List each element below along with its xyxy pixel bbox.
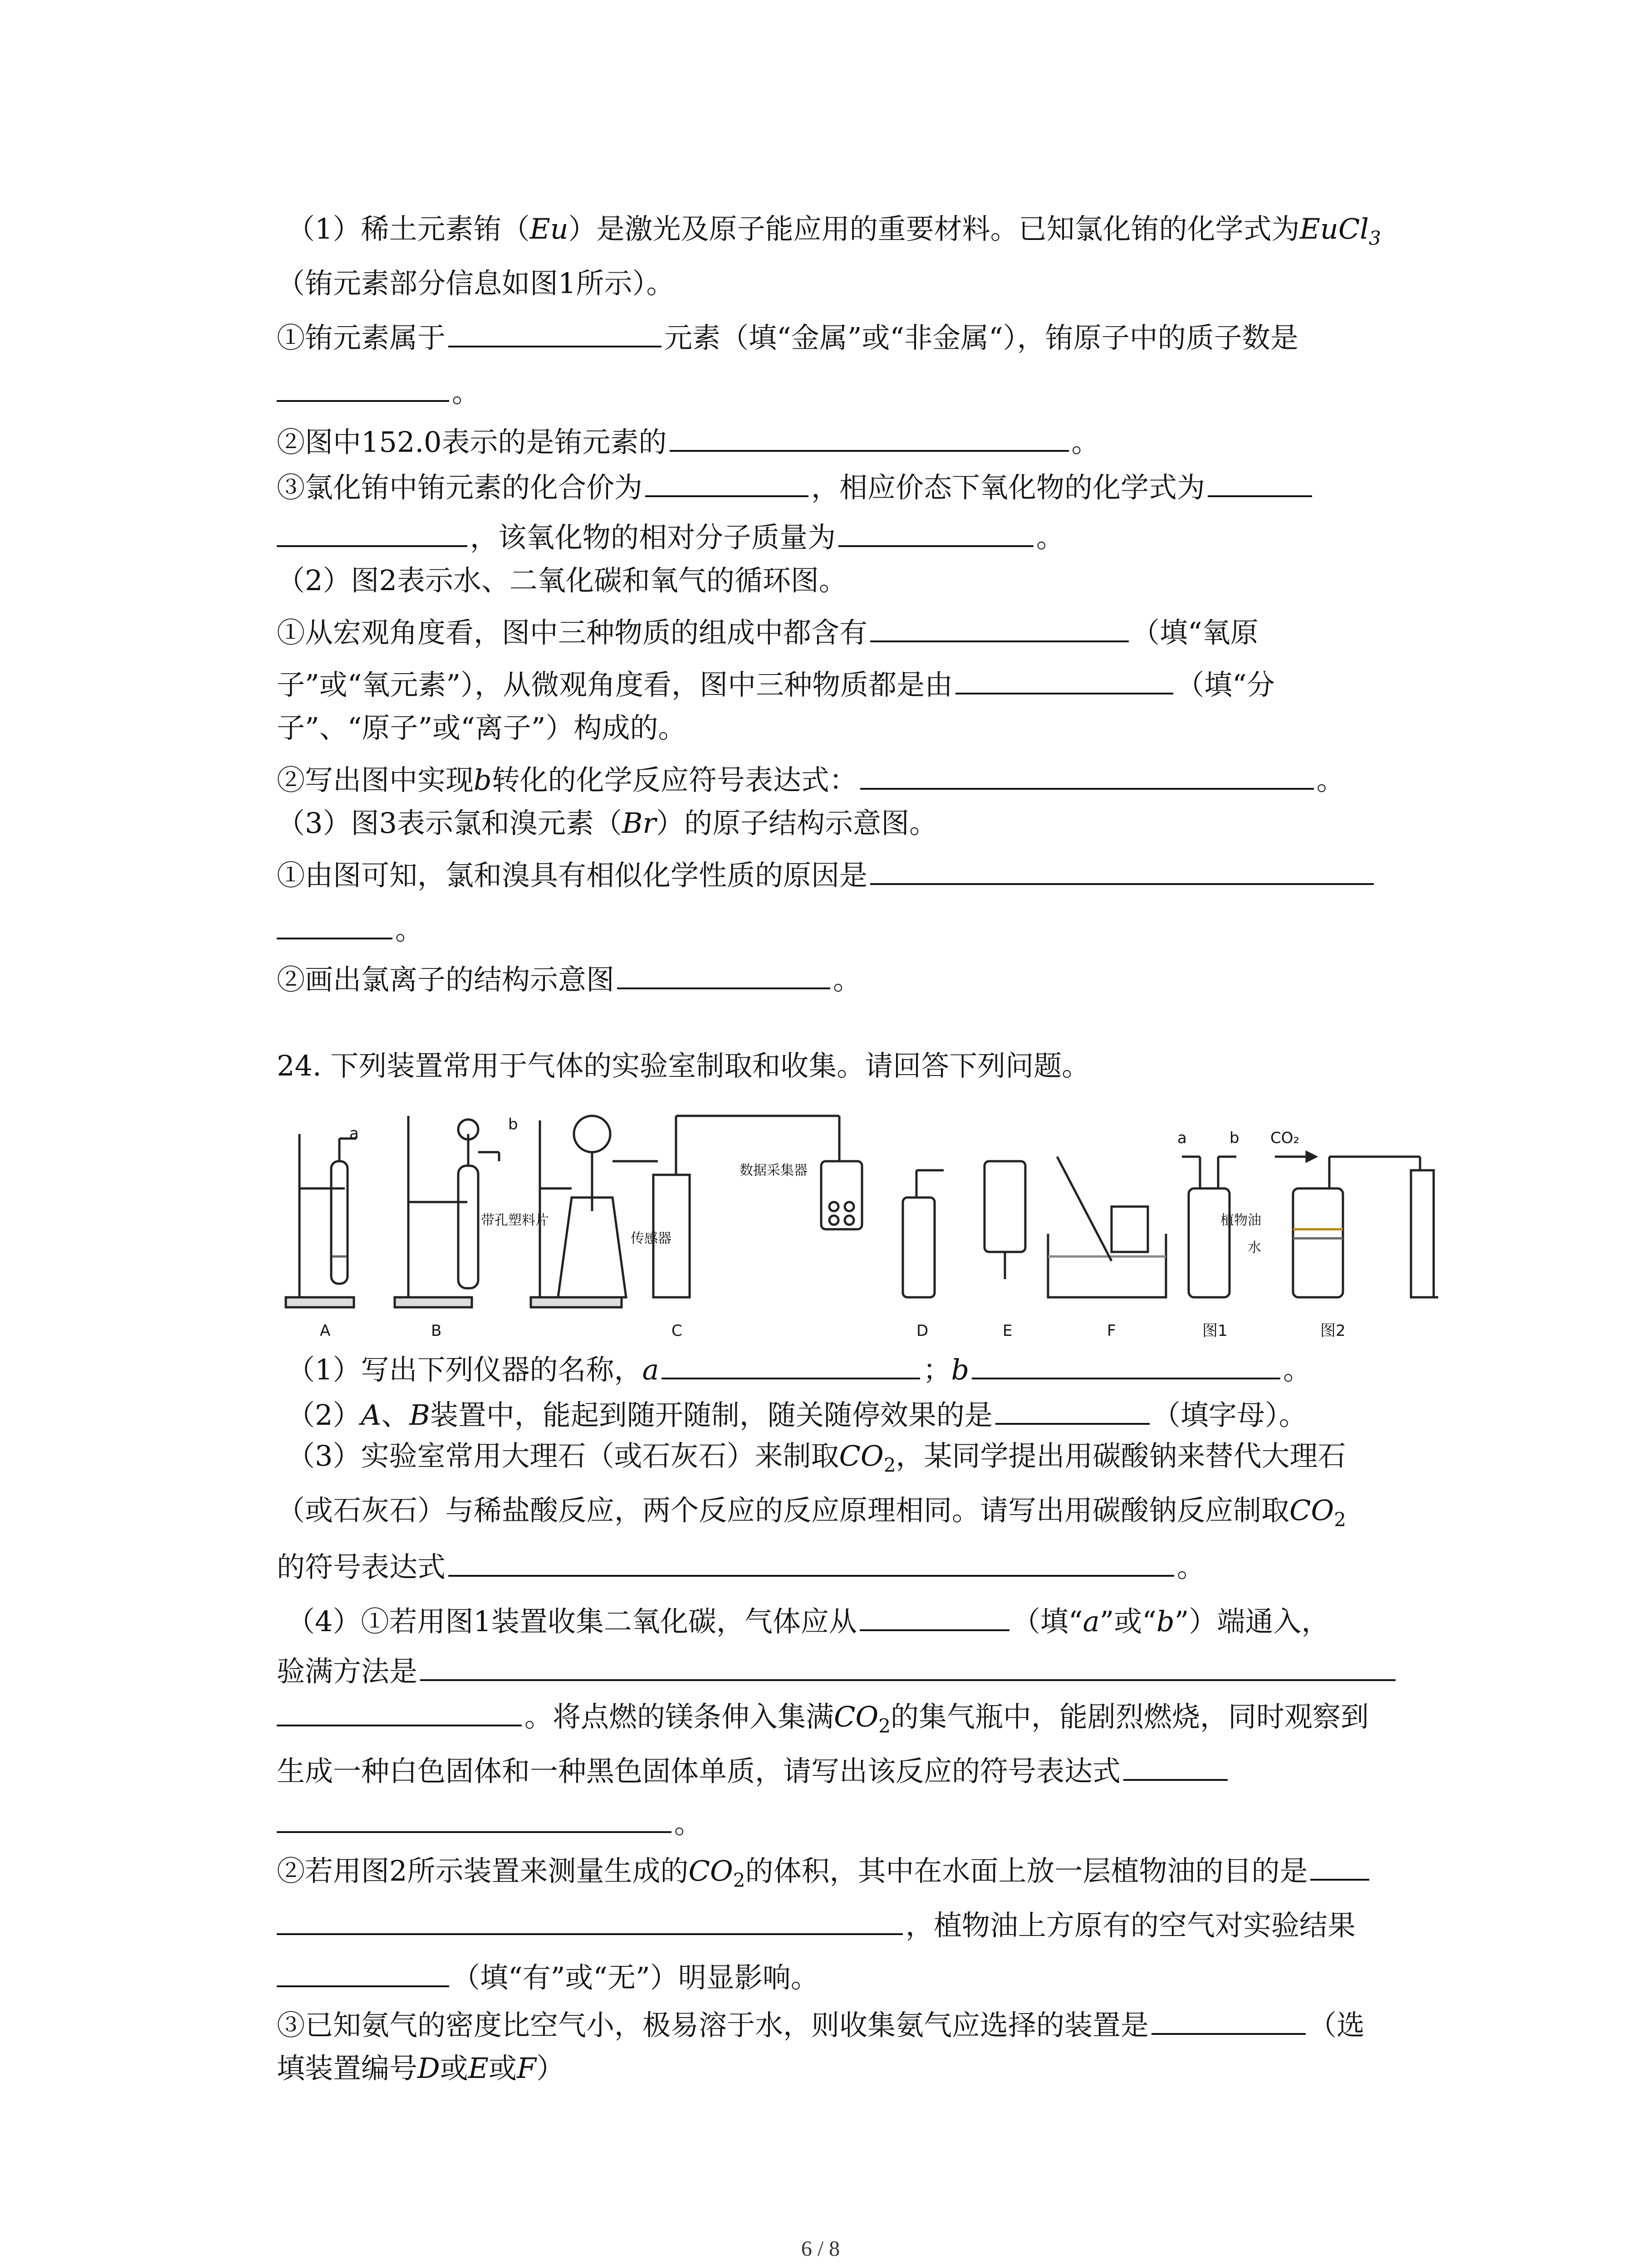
formula: CO: [839, 1439, 884, 1472]
answer-blank[interactable]: [277, 1957, 449, 1987]
variable: b: [474, 763, 492, 797]
formula-subscript: 2: [733, 1869, 745, 1892]
answer-blank[interactable]: [1310, 1851, 1369, 1881]
text: （填字母）。: [1152, 1398, 1307, 1432]
text: （3）图3表示氯和溴元素（: [277, 807, 622, 840]
text: （选: [1308, 2009, 1365, 2042]
apparatus-figure: [277, 1107, 1456, 1343]
answer-blank[interactable]: [1208, 467, 1312, 497]
q23-p1-q1: [277, 318, 1298, 354]
letter-fig2: 图2: [1320, 1322, 1346, 1340]
text: 。: [452, 376, 480, 409]
text: 装置中，能起到随开随制，随关随停效果的是: [430, 1398, 993, 1432]
text: 的符号表达式: [277, 1550, 446, 1584]
text: 或: [440, 2052, 468, 2085]
apparatus-a: [286, 1134, 356, 1307]
answer-blank[interactable]: [645, 467, 808, 497]
q24-q3-line2: [277, 1492, 1346, 1529]
formula-subscript: 2: [883, 1454, 896, 1476]
letter-d: D: [916, 1322, 929, 1340]
text: （1）稀土元素铕（: [287, 212, 530, 245]
data-collector: [821, 1161, 862, 1229]
label-perforated-plate: 带孔塑料片: [481, 1212, 549, 1228]
q23-p3-q2: [277, 959, 861, 996]
q24-q4-2-line2: [277, 1905, 1356, 1941]
letter-f: F: [1107, 1322, 1116, 1340]
formula-subscript: 2: [878, 1715, 891, 1737]
text: （填“氧原: [1132, 616, 1259, 649]
answer-blank[interactable]: [972, 1349, 1280, 1379]
answer-blank[interactable]: [670, 422, 1069, 452]
answer-blank[interactable]: [860, 1601, 1009, 1631]
q23-p1-q3: [277, 467, 1315, 503]
answer-blank[interactable]: [1151, 2005, 1306, 2035]
text: 转化的化学反应符号表达式：: [491, 763, 857, 797]
q23-p3-q1: [277, 855, 1376, 891]
text: （4）①若用图1装置收集二氧化碳，气体应从: [287, 1605, 857, 1638]
label-plant-oil: 植物油: [1220, 1212, 1261, 1228]
q23-p1-q3-cont: [277, 517, 1064, 553]
q24-q3: [287, 1438, 1346, 1474]
text: 的体积，其中在水面上放一层植物油的目的是: [745, 1854, 1308, 1887]
text: （铕元素部分信息如图1所示）。: [277, 267, 675, 300]
variable: b: [1156, 1605, 1175, 1638]
q23-p1-line1: [287, 211, 1381, 247]
formula: CO: [834, 1700, 879, 1733]
text: ②画出氯离子的结构示意图: [277, 963, 615, 996]
letter-fig1: 图1: [1202, 1322, 1228, 1340]
text: 、: [381, 1398, 410, 1432]
figure-2: [1275, 1152, 1438, 1297]
text: ③氯化铕中铕元素的化合价为: [277, 471, 643, 504]
q24-q4-2: [277, 1851, 1372, 1892]
text: ，该氧化物的相对分子质量为: [470, 521, 836, 554]
text: 。: [1283, 1353, 1312, 1386]
answer-blank[interactable]: [277, 372, 449, 402]
question-title: 24. 下列装置常用于气体的实验室制取和收集。请回答下列问题。: [277, 1049, 1090, 1082]
answer-blank[interactable]: [838, 517, 1034, 547]
q24-q4-3: [277, 2005, 1365, 2041]
text: ”）端通入，: [1174, 1605, 1330, 1638]
answer-blank[interactable]: [420, 1651, 1396, 1681]
text: ）是激光及原子能应用的重要材料。已知氯化铕的化学式为: [568, 212, 1300, 245]
element-symbol: Br: [622, 807, 656, 840]
variable: B: [409, 1398, 430, 1432]
letter-b: B: [431, 1322, 442, 1340]
formula: CO: [688, 1854, 733, 1887]
answer-blank[interactable]: [448, 318, 661, 347]
text: （1）写出下列仪器的名称，: [287, 1353, 642, 1386]
text: （或石灰石）与稀盐酸反应，两个反应的反应原理相同。请写出用碳酸钠反应制取: [277, 1494, 1290, 1527]
q24-q4-line3: [277, 1696, 1369, 1737]
answer-blank[interactable]: [1123, 1751, 1228, 1781]
answer-blank[interactable]: [617, 959, 830, 989]
answer-blank[interactable]: [277, 517, 467, 547]
formula-subscript: 2: [1334, 1508, 1347, 1531]
page-number: 6 / 8: [801, 2237, 840, 2261]
q23-p3-q1-cont: [277, 909, 423, 946]
text: 。: [1071, 425, 1100, 459]
q24-q2: [287, 1395, 1307, 1431]
q24-q4-line5: [277, 1803, 702, 1839]
label-a2: a: [1177, 1129, 1187, 1147]
text: ”或“: [1099, 1605, 1156, 1638]
element-symbol: Eu: [529, 212, 568, 245]
letter-e: E: [1003, 1322, 1013, 1340]
apparatus-d: [903, 1170, 944, 1297]
q23-p1-q2: [277, 422, 1100, 458]
label-water: 水: [1248, 1240, 1261, 1256]
text: 元素（填“金属”或“非金属“），铕原子中的质子数是: [664, 321, 1298, 354]
label-b: b: [508, 1115, 518, 1134]
q23-p2-q1-cont2: [277, 710, 686, 746]
text: （填“: [1012, 1605, 1083, 1638]
q24-q3-line3: [277, 1547, 1205, 1583]
text: 。: [674, 1807, 703, 1840]
q23-p2-q1: [277, 612, 1259, 649]
text: ）的原子结构示意图。: [656, 807, 938, 840]
text: （2）图2表示水、二氧化碳和氧气的循环图。: [277, 564, 847, 597]
label-data-collector: 数据采集器: [740, 1163, 808, 1178]
text: ）: [536, 2052, 565, 2085]
q24-q4-line4: [277, 1751, 1230, 1787]
answer-blank[interactable]: [277, 1905, 903, 1935]
q23-p1-line2: [277, 265, 674, 302]
variable: b: [951, 1353, 970, 1386]
apparatus-e: [985, 1161, 1025, 1279]
text: 填装置编号: [277, 2052, 418, 2085]
text: ②若用图2所示装置来测量生成的: [277, 1854, 689, 1887]
text: ①由图可知，氯和溴具有相似化学性质的原因是: [277, 859, 868, 892]
text: 。将点燃的镁条伸入集满: [524, 1700, 834, 1733]
text: ，相应价态下氧化物的化学式为: [811, 471, 1205, 504]
text: 。: [833, 963, 862, 996]
apparatus-c: [531, 1116, 839, 1307]
answer-blank[interactable]: [955, 665, 1173, 694]
text: （填“有”或“无”）明显影响。: [452, 1961, 819, 1994]
formula-subscript: 3: [1369, 227, 1381, 249]
formula: CO: [1289, 1494, 1334, 1527]
answer-blank[interactable]: [995, 1395, 1150, 1425]
letter-c: C: [671, 1322, 682, 1340]
q23-p2-q2: [277, 760, 1345, 796]
text: ，某同学提出用碳酸钠来替代大理石: [896, 1439, 1346, 1472]
answer-blank[interactable]: [277, 1803, 671, 1833]
label-a: a: [349, 1124, 359, 1143]
text: ；: [923, 1353, 951, 1386]
option-f: F: [517, 2052, 537, 2085]
answer-blank[interactable]: [448, 1547, 1174, 1577]
q24-q4-2-line3: [277, 1957, 819, 1994]
text: ①从宏观角度看，图中三种物质的组成中都含有: [277, 616, 868, 649]
label-sensor: 传感器: [631, 1231, 671, 1246]
q23-p2-q1-cont: [277, 665, 1275, 701]
option-e: E: [468, 2052, 489, 2085]
text: （3）实验室常用大理石（或石灰石）来制取: [287, 1439, 839, 1472]
answer-blank[interactable]: [277, 1696, 522, 1726]
answer-blank[interactable]: [870, 855, 1374, 885]
q24-q1: [287, 1349, 1311, 1386]
text: ①铕元素属于: [277, 321, 446, 354]
variable: a: [1083, 1605, 1100, 1638]
text: 。: [1316, 763, 1345, 797]
text: ②图中152.0表示的是铕元素的: [277, 425, 667, 459]
apparatus-f: [1048, 1157, 1166, 1297]
text: 生成一种白色固体和一种黑色固体单质，请写出该反应的符号表达式: [277, 1755, 1121, 1788]
q23-p2-intro: [277, 562, 847, 599]
apparatus-svg: [277, 1107, 1456, 1343]
text: ③已知氨气的密度比空气小，极易溶于水，则收集氨气应选择的装置是: [277, 2009, 1149, 2042]
answer-blank[interactable]: [661, 1349, 920, 1379]
variable: A: [361, 1398, 382, 1432]
q24-q4-line2: [277, 1651, 1398, 1687]
option-d: D: [417, 2052, 440, 2085]
text: 子”、“原子”或“离子”）构成的。: [277, 711, 686, 744]
text: ②写出图中实现: [277, 763, 474, 797]
apparatus-b: [395, 1116, 499, 1307]
text: 。: [395, 913, 424, 946]
text: （2）: [287, 1398, 361, 1432]
answer-blank[interactable]: [277, 909, 392, 939]
text: ，植物油上方原有的空气对实验结果: [906, 1909, 1356, 1942]
q24-q4: [287, 1601, 1329, 1637]
variable: a: [642, 1353, 659, 1386]
q24-title: [277, 1048, 1090, 1084]
q24-q4-3-line2: [277, 2050, 564, 2087]
q23-p1-q1-cont: [277, 372, 480, 408]
text: 子”或“氧元素”），从微观角度看，图中三种物质都是由: [277, 668, 953, 701]
answer-blank[interactable]: [860, 760, 1314, 790]
text: 。: [1177, 1550, 1205, 1584]
text: （填“分: [1176, 668, 1275, 701]
answer-blank[interactable]: [870, 612, 1129, 642]
formula: EuCl: [1299, 212, 1369, 245]
letter-a: A: [320, 1322, 331, 1340]
text: 的集气瓶中，能剧烈燃烧，同时观察到: [891, 1700, 1369, 1733]
text: 。: [1036, 521, 1065, 554]
label-co2: CO₂: [1270, 1129, 1300, 1147]
label-b2: b: [1230, 1129, 1239, 1147]
text: 验满方法是: [277, 1655, 418, 1688]
text: 或: [489, 2052, 517, 2085]
q23-p3-intro: [277, 805, 937, 841]
